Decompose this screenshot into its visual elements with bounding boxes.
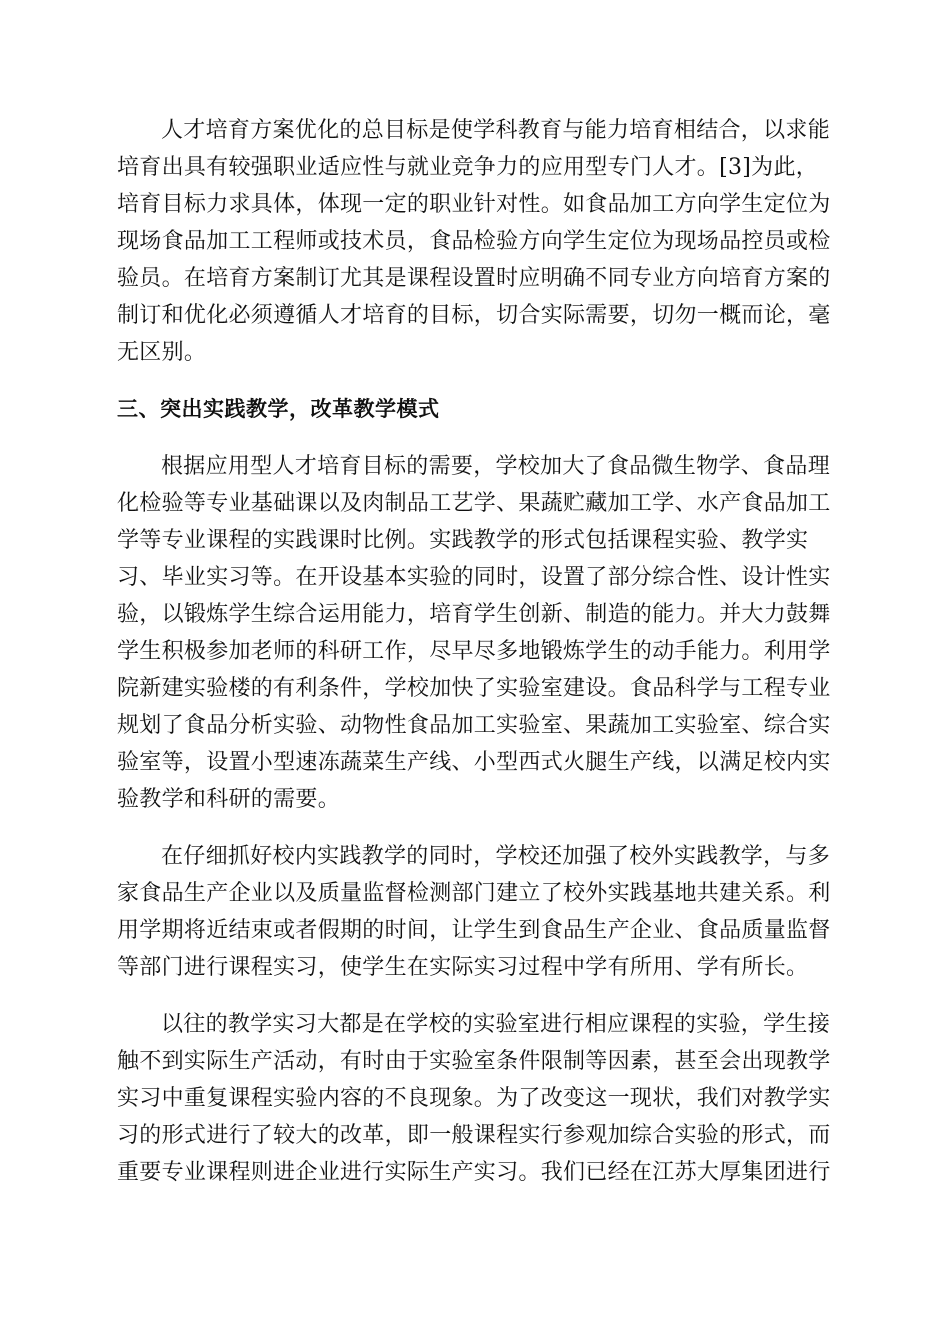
text-line: 院新建实验楼的有利条件，学校加快了实验室建设。食品科学与工程专业 (117, 676, 831, 701)
spacer (117, 818, 835, 838)
text-line: 验，以锻炼学生综合运用能力，培育学生创新、制造的能力。并大力鼓舞 (117, 602, 831, 627)
text-line: 验员。在培育方案制订尤其是课程设置时应明确不同专业方向培育方案的 (117, 266, 831, 291)
text-line: 在仔细抓好校内实践教学的同时，学校还加强了校外实践教学，与多 (161, 844, 831, 869)
text-line: 重要专业课程则进企业进行实际生产实习。我们已经在江苏大厚集团进行 (117, 1160, 831, 1185)
text-line: 化检验等专业基础课以及肉制品工艺学、果蔬贮藏加工学、水产食品加工 (117, 491, 831, 516)
spacer (117, 371, 835, 391)
text-line: 验教学和科研的需要。 (117, 787, 341, 812)
text-line: 等部门进行课程实习，使学生在实际实习过程中学有所用、学有所长。 (117, 955, 809, 980)
paragraph-practice-teaching (117, 448, 835, 818)
text-line: 现场食品加工工程师或技术员，食品检验方向学生定位为现场品控员或检 (117, 229, 831, 254)
text-line: 学生积极参加老师的科研工作，尽早尽多地锻炼学生的动手能力。利用学 (117, 639, 831, 664)
paragraph-training-goal (117, 112, 835, 371)
text-line: 根据应用型人才培育目标的需要，学校加大了食品微生物学、食品理 (161, 454, 831, 479)
text-line: 培育出具有较强职业适应性与就业竞争力的应用型专门人才。[3]为此， (117, 155, 819, 180)
document-page (117, 112, 835, 1191)
text-line: 实习中重复课程实验内容的不良现象。为了改变这一现状，我们对教学实 (117, 1086, 831, 1111)
text-line: 培育目标力求具体，体现一定的职业针对性。如食品加工方向学生定位为 (117, 192, 831, 217)
text-line: 用学期将近结束或者假期的时间，让学生到食品生产企业、食品质量监督 (117, 918, 831, 943)
spacer (117, 428, 835, 448)
text-line: 习、毕业实习等。在开设基本实验的同时，设置了部分综合性、设计性实 (117, 565, 831, 590)
text-line: 触不到实际生产活动，有时由于实验室条件限制等因素，甚至会出现教学 (117, 1049, 831, 1074)
text-line: 以往的教学实习大都是在学校的实验室进行相应课程的实验，学生接 (161, 1012, 831, 1037)
paragraph-internship-reform (117, 1006, 835, 1191)
paragraph-external-practice (117, 838, 835, 986)
text-line: 习的形式进行了较大的改革，即一般课程实行参观加综合实验的形式，而 (117, 1123, 831, 1148)
text-line: 无区别。 (117, 340, 207, 365)
text-line: 规划了食品分析实验、动物性食品加工实验室、果蔬加工实验室、综合实 (117, 713, 831, 738)
text-line: 验室等，设置小型速冻蔬菜生产线、小型西式火腿生产线，以满足校内实 (117, 750, 831, 775)
text-line: 家食品生产企业以及质量监督检测部门建立了校外实践基地共建关系。利 (117, 881, 831, 906)
text-line: 人才培育方案优化的总目标是使学科教育与能力培育相结合，以求能 (161, 118, 831, 143)
text-line: 学等专业课程的实践课时比例。实践教学的形式包括课程实验、教学实 (117, 528, 809, 553)
section-heading: 三、突出实践教学，改革教学模式 (117, 397, 440, 421)
text-line: 制订和优化必须遵循人才培育的目标，切合实际需要，切勿一概而论，毫 (117, 303, 831, 328)
spacer (117, 986, 835, 1006)
